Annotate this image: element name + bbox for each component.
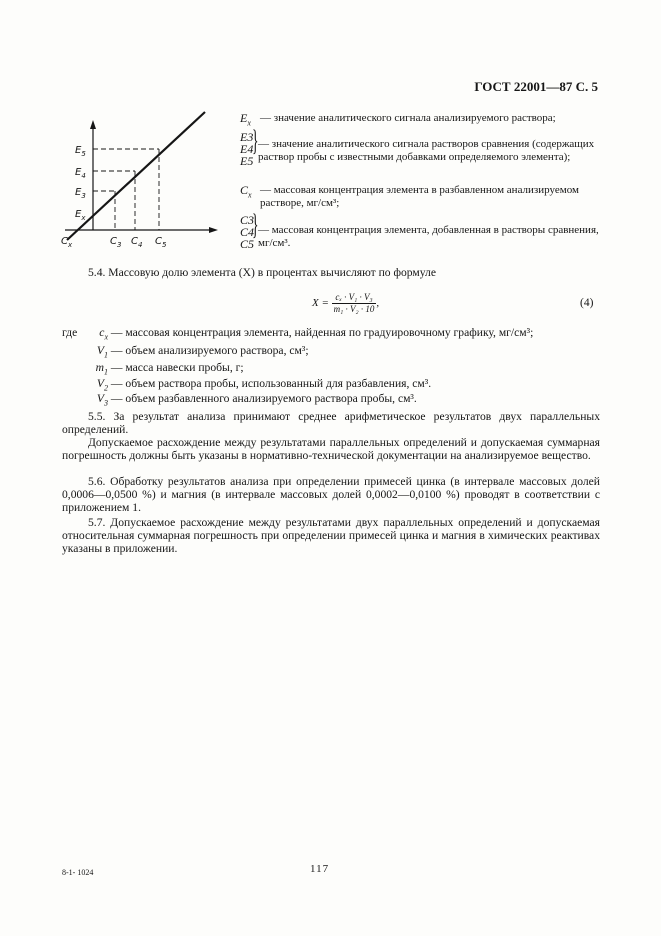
legend-term-e5: E5	[240, 154, 254, 168]
label-cx: $C_x$	[61, 236, 73, 249]
formula-tail: ,	[376, 297, 380, 310]
symbol-definition: — масса навески пробы, г;	[110, 361, 244, 374]
label-c4: $C_4$	[131, 236, 143, 249]
page-header: ГОСТ 22001—87 С. 5	[474, 79, 598, 94]
formula-numerator: cₓ · V₁ · V₃	[332, 292, 377, 304]
symbol: $V_3$	[96, 392, 108, 408]
calibration-graph	[55, 118, 220, 248]
symbol: $V_1$	[96, 344, 108, 360]
legend-cx: — массовая концентрация элемента в разбавленном анализируемом растворе, мг/см³;	[260, 184, 579, 209]
legend-term-e3: E3	[240, 130, 254, 144]
page-number: 117	[310, 863, 330, 875]
label-e5: $E_5$	[75, 145, 86, 158]
legend-term-cx: $C_x$	[240, 183, 252, 200]
where-row	[62, 326, 533, 341]
legend-term-c4: C4	[240, 225, 255, 239]
formula-fraction	[332, 292, 380, 315]
brace-e: }	[252, 124, 259, 157]
paragraph-5-5-tolerance: Допускаемое расхождение между результатами параллельных определений и допускаемая суммарная погрешность должны быть указаны в нормативно-технической документации на анализируемое вещество.	[62, 436, 600, 462]
symbol-definition: — объем раствора пробы, использованный для разбавления, см³.	[110, 377, 432, 390]
label-e4: $E_4$	[75, 167, 86, 180]
where-row	[62, 344, 309, 359]
symbol-definition: — объем разбавленного анализируемого раствора пробы, см³.	[110, 392, 417, 405]
label-ex: $E_x$	[75, 209, 86, 222]
brace-c: }	[252, 208, 259, 241]
formula-denominator: m₁ · V₂ · 10	[333, 304, 375, 314]
legend-term-ex: $E_x$	[240, 111, 251, 128]
paragraph-5-5: 5.5. За результат анализа принимают среднее арифметическое результатов двух параллельных определений.	[62, 410, 600, 436]
where-prefix: где	[62, 326, 78, 339]
calibration-line	[67, 112, 205, 240]
legend-c-group: — массовая концентрация элемента, добавленная в растворы сравнения, мг/см³.	[258, 224, 599, 249]
paragraph-5-6: 5.6. Обработку результатов анализа при определении примесей цинка (в интервале массовых долей 0,0006—0,0500 %) и магния (в интервале массовых долей 0,0002—0,0100 %) проводят в соответствии с приложением 1.	[62, 475, 600, 514]
symbol: $c_x$	[99, 326, 108, 342]
where-row	[62, 392, 417, 407]
label-c5: $C_5$	[155, 236, 167, 249]
formula-4	[312, 292, 379, 315]
print-code: 8-1- 1024	[62, 868, 94, 877]
paragraph-5-7: 5.7. Допускаемое расхождение между результатами двух параллельных определений и допускаемая относительная суммарная погрешность при определении примесей цинка и магния в химических реактивах указаны в приложении.	[62, 516, 600, 555]
y-axis-arrow	[90, 120, 96, 129]
legend-e-group: — значение аналитического сигнала растворов сравнения (содержащих раствор пробы с известными добавками определяемого элемента);	[258, 138, 595, 163]
symbol-definition: — массовая концентрация элемента, найденная по градуировочному графику, мг/см³;	[110, 326, 534, 339]
paragraph-5-4: 5.4. Массовую долю элемента (X) в процентах вычисляют по формуле	[88, 266, 436, 279]
symbol-definition: — объем анализируемого раствора, см³;	[110, 344, 309, 357]
legend-term-c5: C5	[240, 237, 255, 251]
legend-ex: — значение аналитического сигнала анализируемого раствора;	[260, 112, 556, 124]
label-c3: $C_3$	[110, 236, 122, 249]
symbol: $m_1$	[95, 361, 108, 377]
symbol: $V_2$	[96, 377, 108, 393]
equation-number: (4)	[580, 297, 594, 309]
formula-lhs: X =	[312, 297, 329, 310]
where-row	[62, 361, 244, 376]
where-row	[62, 377, 431, 392]
label-e3: $E_3$	[75, 187, 86, 200]
x-axis-arrow	[209, 227, 218, 233]
legend-term-e4: E4	[240, 142, 254, 156]
legend-term-c3: C3	[240, 213, 255, 227]
